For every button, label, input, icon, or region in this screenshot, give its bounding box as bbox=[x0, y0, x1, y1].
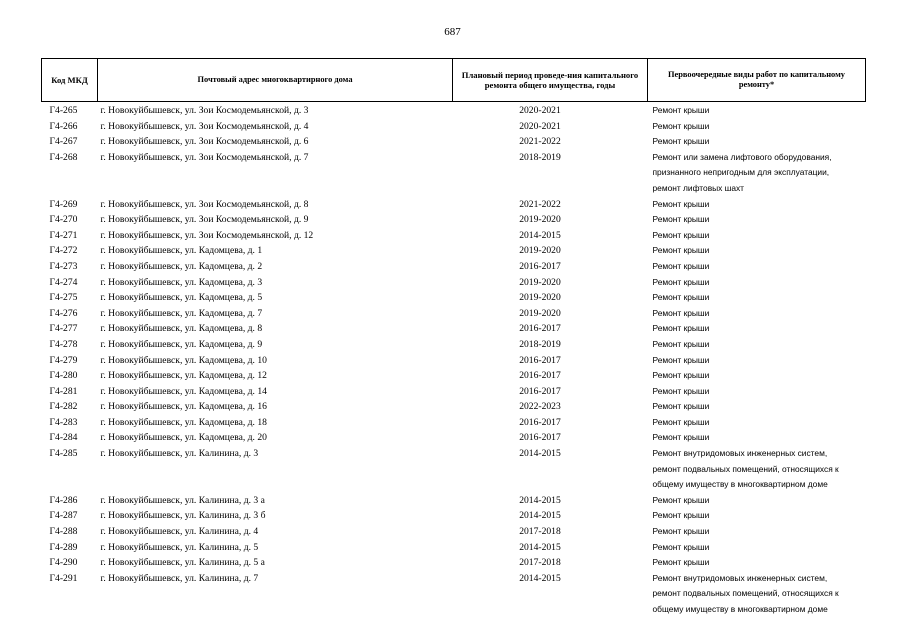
period-cell: 2016-2017 bbox=[519, 323, 561, 335]
mkd-code-cell: Г4-281 bbox=[49, 385, 78, 397]
table-row bbox=[42, 446, 866, 493]
work-type-cell: Ремонт крыши bbox=[652, 105, 710, 115]
work-type-cell bbox=[648, 446, 866, 493]
period-cell: 2016-2017 bbox=[519, 354, 561, 366]
header-code: Код МКД bbox=[42, 59, 98, 102]
work-type-line: общему имуществу в многоквартирном доме bbox=[652, 479, 828, 490]
table-row bbox=[42, 493, 866, 509]
address-cell: г. Новокуйбышевск, ул. Калинина, д. 7 bbox=[100, 572, 259, 584]
period-cell: 2014-2015 bbox=[519, 510, 561, 522]
work-type-cell: Ремонт крыши bbox=[652, 323, 710, 334]
address-cell: г. Новокуйбышевск, ул. Зои Космодемьянской, д. 12 bbox=[100, 229, 314, 241]
period-cell: 2018-2019 bbox=[519, 338, 561, 350]
table-row bbox=[42, 197, 866, 213]
work-type-line: ремонт подвальных помещений, относящихся к bbox=[652, 588, 839, 599]
period-cell: 2016-2017 bbox=[519, 370, 561, 382]
address-cell: г. Новокуйбышевск, ул. Кадомцева, д. 12 bbox=[100, 370, 267, 382]
period-cell: 2018-2019 bbox=[519, 151, 561, 163]
mkd-code-cell: Г4-287 bbox=[49, 510, 78, 522]
table-row bbox=[42, 571, 866, 618]
table-row bbox=[42, 368, 866, 384]
work-type-line: общему имуществу в многоквартирном доме bbox=[652, 604, 828, 614]
address-cell: г. Новокуйбышевск, ул. Кадомцева, д. 14 bbox=[100, 385, 267, 397]
work-type-line: ремонт подвальных помещений, относящихся к bbox=[652, 463, 839, 474]
address-cell: г. Новокуйбышевск, ул. Калинина, д. 3 а bbox=[100, 494, 265, 506]
mkd-code-cell: Г4-290 bbox=[49, 557, 78, 569]
work-type-cell: Ремонт крыши bbox=[652, 198, 710, 209]
work-type-cell: Ремонт крыши bbox=[652, 307, 710, 318]
table-row bbox=[42, 555, 866, 571]
address-cell: г. Новокуйбышевск, ул. Кадомцева, д. 10 bbox=[100, 354, 267, 366]
period-cell: 2022-2023 bbox=[519, 401, 561, 413]
work-type-cell: Ремонт крыши bbox=[652, 401, 710, 412]
work-type-cell: Ремонт крыши bbox=[652, 136, 710, 147]
mkd-code-cell: Г4-283 bbox=[49, 416, 78, 428]
work-type-cell: Ремонт крыши bbox=[652, 370, 710, 381]
work-type-cell: Ремонт крыши bbox=[652, 260, 710, 271]
page-number: 687 bbox=[444, 26, 461, 38]
work-type-cell: Ремонт крыши bbox=[652, 120, 710, 131]
table-row bbox=[42, 259, 866, 275]
address-cell: г. Новокуйбышевск, ул. Зои Космодемьянской, д. 7 bbox=[100, 151, 309, 163]
address-cell: г. Новокуйбышевск, ул. Кадомцева, д. 16 bbox=[100, 401, 267, 413]
work-type-cell: Ремонт крыши bbox=[652, 276, 710, 287]
table-row bbox=[42, 430, 866, 446]
mkd-code-cell: Г4-277 bbox=[49, 323, 78, 335]
table-row bbox=[42, 243, 866, 259]
mkd-code-cell: Г4-278 bbox=[49, 338, 78, 350]
table-row bbox=[42, 275, 866, 291]
period-cell: 2014-2015 bbox=[519, 541, 561, 553]
mkd-code-cell: Г4-275 bbox=[49, 292, 78, 304]
mkd-code-cell: Г4-288 bbox=[49, 526, 78, 538]
work-type-cell: Ремонт крыши bbox=[652, 214, 710, 225]
address-cell: г. Новокуйбышевск, ул. Зои Космодемьянской, д. 4 bbox=[100, 120, 309, 132]
period-cell: 2019-2020 bbox=[519, 307, 561, 319]
mkd-code-cell: Г4-270 bbox=[49, 214, 78, 226]
period-cell: 2017-2018 bbox=[519, 526, 561, 538]
mkd-code-cell: Г4-291 bbox=[49, 572, 78, 584]
address-cell: г. Новокуйбышевск, ул. Кадомцева, д. 2 bbox=[100, 260, 263, 272]
work-type-line: ремонт лифтовых шахт bbox=[652, 182, 744, 193]
header-period: Плановый период проведе-ния капитального ремонта общего имущества, годы bbox=[453, 59, 648, 102]
period-cell: 2016-2017 bbox=[519, 416, 561, 428]
address-cell: г. Новокуйбышевск, ул. Зои Космодемьянской, д. 6 bbox=[100, 136, 309, 148]
work-type-cell: Ремонт крыши bbox=[652, 229, 710, 240]
mkd-code-cell: Г4-268 bbox=[49, 151, 78, 163]
period-cell: 2014-2015 bbox=[519, 494, 561, 506]
period-cell: 2020-2021 bbox=[519, 120, 561, 132]
work-type-cell: Ремонт крыши bbox=[652, 526, 710, 537]
address-cell: г. Новокуйбышевск, ул. Кадомцева, д. 5 bbox=[100, 292, 263, 304]
work-type-cell bbox=[648, 150, 866, 197]
mkd-code-cell: Г4-269 bbox=[49, 198, 78, 210]
table-row bbox=[42, 337, 866, 353]
period-cell: 2019-2020 bbox=[519, 245, 561, 257]
table-row bbox=[42, 415, 866, 431]
table-row bbox=[42, 134, 866, 150]
work-type-cell: Ремонт крыши bbox=[652, 510, 710, 521]
header-work: Первоочередные виды работ по капитальному ремонту* bbox=[648, 59, 866, 102]
table-row bbox=[42, 290, 866, 306]
mkd-code-cell: Г4-265 bbox=[49, 105, 78, 116]
work-type-line: признанного непригодным для эксплуатации, bbox=[652, 167, 830, 178]
period-cell: 2014-2015 bbox=[519, 229, 561, 241]
table-row bbox=[42, 306, 866, 322]
address-cell: г. Новокуйбышевск, ул. Зои Космодемьянской, д. 8 bbox=[100, 198, 309, 210]
mkd-code-cell: Г4-280 bbox=[49, 370, 78, 382]
work-type-cell: Ремонт крыши bbox=[652, 416, 710, 427]
work-type-cell: Ремонт крыши bbox=[652, 385, 710, 396]
period-cell: 2019-2020 bbox=[519, 292, 561, 304]
work-type-cell: Ремонт крыши bbox=[652, 292, 710, 303]
period-cell: 2017-2018 bbox=[519, 557, 561, 569]
mkd-code-cell: Г4-282 bbox=[49, 401, 78, 413]
address-cell: г. Новокуйбышевск, ул. Калинина, д. 5 bbox=[100, 541, 259, 553]
period-cell: 2019-2020 bbox=[519, 214, 561, 226]
address-cell: г. Новокуйбышевск, ул. Калинина, д. 3 б bbox=[100, 510, 266, 522]
header-row bbox=[42, 59, 866, 102]
address-cell: г. Новокуйбышевск, ул. Кадомцева, д. 20 bbox=[100, 432, 267, 444]
table-row bbox=[42, 321, 866, 337]
table-row bbox=[42, 524, 866, 540]
work-type-cell: Ремонт крыши bbox=[652, 557, 710, 568]
work-type-cell bbox=[648, 571, 866, 618]
mkd-code-cell: Г4-273 bbox=[49, 260, 78, 272]
address-cell: г. Новокуйбышевск, ул. Кадомцева, д. 9 bbox=[100, 338, 263, 350]
table-row bbox=[42, 150, 866, 197]
address-cell: г. Новокуйбышевск, ул. Калинина, д. 5 а bbox=[100, 557, 265, 569]
address-cell: г. Новокуйбышевск, ул. Калинина, д. 3 bbox=[100, 448, 259, 460]
header-address: Почтовый адрес многоквартирного дома bbox=[98, 59, 453, 102]
period-cell: 2016-2017 bbox=[519, 260, 561, 272]
table-row bbox=[42, 102, 866, 119]
mkd-code-cell: Г4-279 bbox=[49, 354, 78, 366]
address-cell: г. Новокуйбышевск, ул. Кадомцева, д. 1 bbox=[100, 245, 263, 257]
table-row bbox=[42, 353, 866, 369]
work-type-line: Ремонт внутридомовых инженерных систем, bbox=[652, 572, 828, 583]
period-cell: 2016-2017 bbox=[519, 432, 561, 444]
work-type-cell: Ремонт крыши bbox=[652, 432, 710, 443]
address-cell: г. Новокуйбышевск, ул. Зои Космодемьянской, д. 9 bbox=[100, 214, 309, 226]
mkd-code-cell: Г4-266 bbox=[49, 120, 78, 132]
table-row bbox=[42, 119, 866, 135]
mkd-code-cell: Г4-286 bbox=[49, 494, 78, 506]
mkd-code-cell: Г4-276 bbox=[49, 307, 78, 319]
table-header bbox=[42, 59, 866, 102]
repair-plan-table bbox=[41, 58, 866, 618]
table-row bbox=[42, 399, 866, 415]
address-cell: г. Новокуйбышевск, ул. Кадомцева, д. 7 bbox=[100, 307, 263, 319]
work-type-cell: Ремонт крыши bbox=[652, 245, 710, 256]
period-cell: 2019-2020 bbox=[519, 276, 561, 288]
work-type-cell: Ремонт крыши bbox=[652, 338, 710, 349]
mkd-code-cell: Г4-284 bbox=[49, 432, 78, 444]
work-type-line: Ремонт внутридомовых инженерных систем, bbox=[652, 448, 828, 459]
work-type-line: Ремонт или замена лифтового оборудования, bbox=[652, 151, 832, 162]
address-cell: г. Новокуйбышевск, ул. Кадомцева, д. 18 bbox=[100, 416, 267, 428]
table-row bbox=[42, 212, 866, 228]
mkd-code-cell: Г4-285 bbox=[49, 448, 78, 460]
period-cell: 2016-2017 bbox=[519, 385, 561, 397]
work-type-cell: Ремонт крыши bbox=[652, 494, 710, 505]
mkd-code-cell: Г4-272 bbox=[49, 245, 78, 257]
mkd-code-cell: Г4-271 bbox=[49, 229, 78, 241]
work-type-cell: Ремонт крыши bbox=[652, 541, 710, 552]
mkd-code-cell: Г4-289 bbox=[49, 541, 78, 553]
table-body bbox=[42, 102, 866, 618]
table-row bbox=[42, 540, 866, 556]
mkd-code-cell: Г4-274 bbox=[49, 276, 78, 288]
period-cell: 2021-2022 bbox=[519, 198, 561, 210]
address-cell: г. Новокуйбышевск, ул. Кадомцева, д. 8 bbox=[100, 323, 263, 335]
table-row bbox=[42, 228, 866, 244]
table-row bbox=[42, 384, 866, 400]
address-cell: г. Новокуйбышевск, ул. Кадомцева, д. 3 bbox=[100, 276, 263, 288]
period-cell: 2014-2015 bbox=[519, 448, 561, 460]
period-cell: 2014-2015 bbox=[519, 572, 561, 584]
work-type-cell: Ремонт крыши bbox=[652, 354, 710, 365]
address-cell: г. Новокуйбышевск, ул. Калинина, д. 4 bbox=[100, 526, 259, 538]
address-cell: г. Новокуйбышевск, ул. Зои Космодемьянской, д. 3 bbox=[100, 105, 309, 116]
table-row bbox=[42, 508, 866, 524]
period-cell: 2021-2022 bbox=[519, 136, 561, 148]
period-cell: 2020-2021 bbox=[519, 105, 561, 116]
mkd-code-cell: Г4-267 bbox=[49, 136, 78, 148]
